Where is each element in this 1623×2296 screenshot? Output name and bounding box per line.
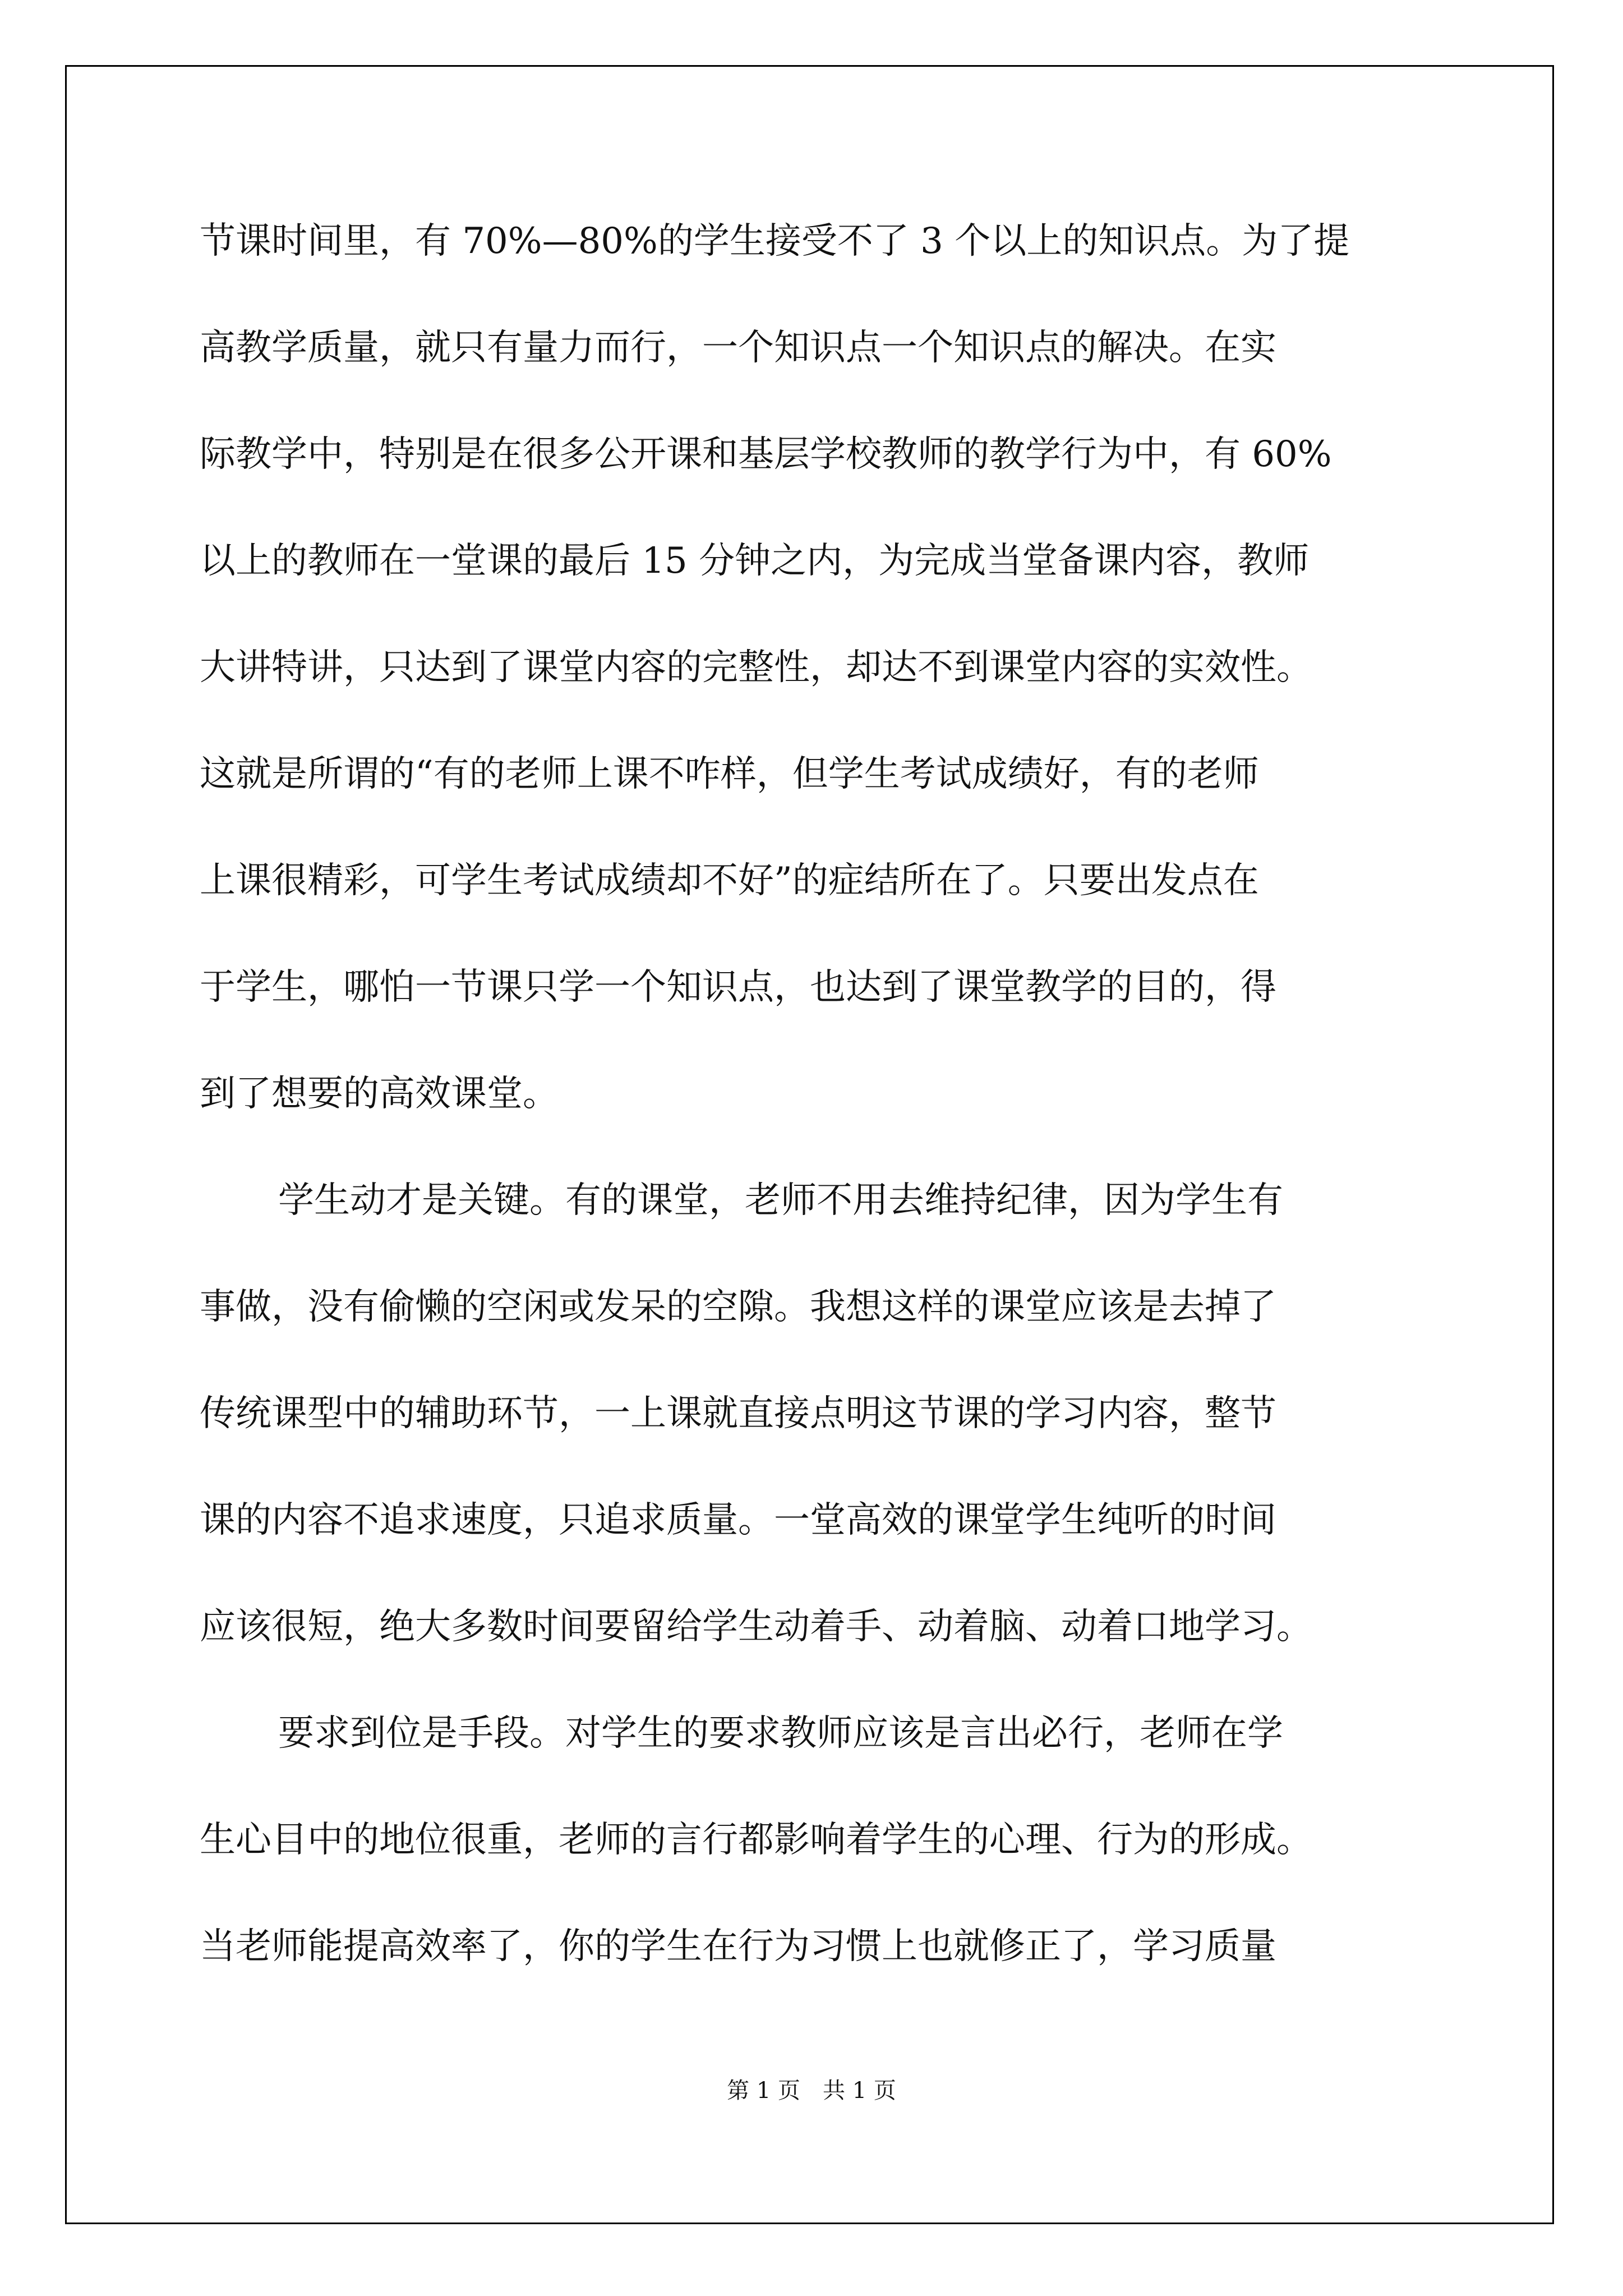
- text-line: 于学生，哪怕一节课只学一个知识点，也达到了课堂教学的目的，得: [200, 967, 1276, 1008]
- paragraph-first-line: 要求到位是手段。对学生的要求教师应该是言出必行，老师在学: [278, 1713, 1283, 1754]
- page-border: [65, 65, 1554, 2224]
- text-line: 这就是所谓的“有的老师上课不咋样，但学生考试成绩好，有的老师: [200, 753, 1259, 795]
- text-line: 课的内容不追求速度，只追求质量。一堂高效的课堂学生纯听的时间: [200, 1499, 1276, 1541]
- text-line: 际教学中，特别是在很多公开课和基层学校教师的教学行为中，有 60%: [200, 434, 1332, 475]
- text-line: 生心目中的地位很重，老师的言行都影响着学生的心理、行为的形成。: [200, 1819, 1312, 1861]
- paragraph-first-line: 学生动才是关键。有的课堂，老师不用去维持纪律，因为学生有: [278, 1180, 1283, 1221]
- text-line: 节课时间里，有 70%—80%的学生接受不了 3 个以上的知识点。为了提: [200, 220, 1350, 262]
- text-line: 上课很精彩，可学生考试成绩却不好”的症结所在了。只要出发点在: [200, 860, 1259, 901]
- text-line: 大讲特讲，只达到了课堂内容的完整性，却达不到课堂内容的实效性。: [200, 647, 1312, 688]
- page-number-footer: 第 1 页 共 1 页: [727, 2078, 896, 2104]
- text-line: 以上的教师在一堂课的最后 15 分钟之内，为完成当堂备课内容，教师: [200, 540, 1310, 582]
- text-line: 高教学质量，就只有量力而行，一个知识点一个知识点的解决。在实: [200, 327, 1276, 369]
- text-line: 应该很短，绝大多数时间要留给学生动着手、动着脑、动着口地学习。: [200, 1606, 1312, 1648]
- text-line: 到了想要的高效课堂。: [200, 1073, 559, 1115]
- text-line: 事做，没有偷懒的空闲或发呆的空隙。我想这样的课堂应该是去掉了: [200, 1286, 1276, 1328]
- text-line: 传统课型中的辅助环节，一上课就直接点明这节课的学习内容，整节: [200, 1393, 1276, 1434]
- text-line: 当老师能提高效率了，你的学生在行为习惯上也就修正了，学习质量: [200, 1926, 1276, 1967]
